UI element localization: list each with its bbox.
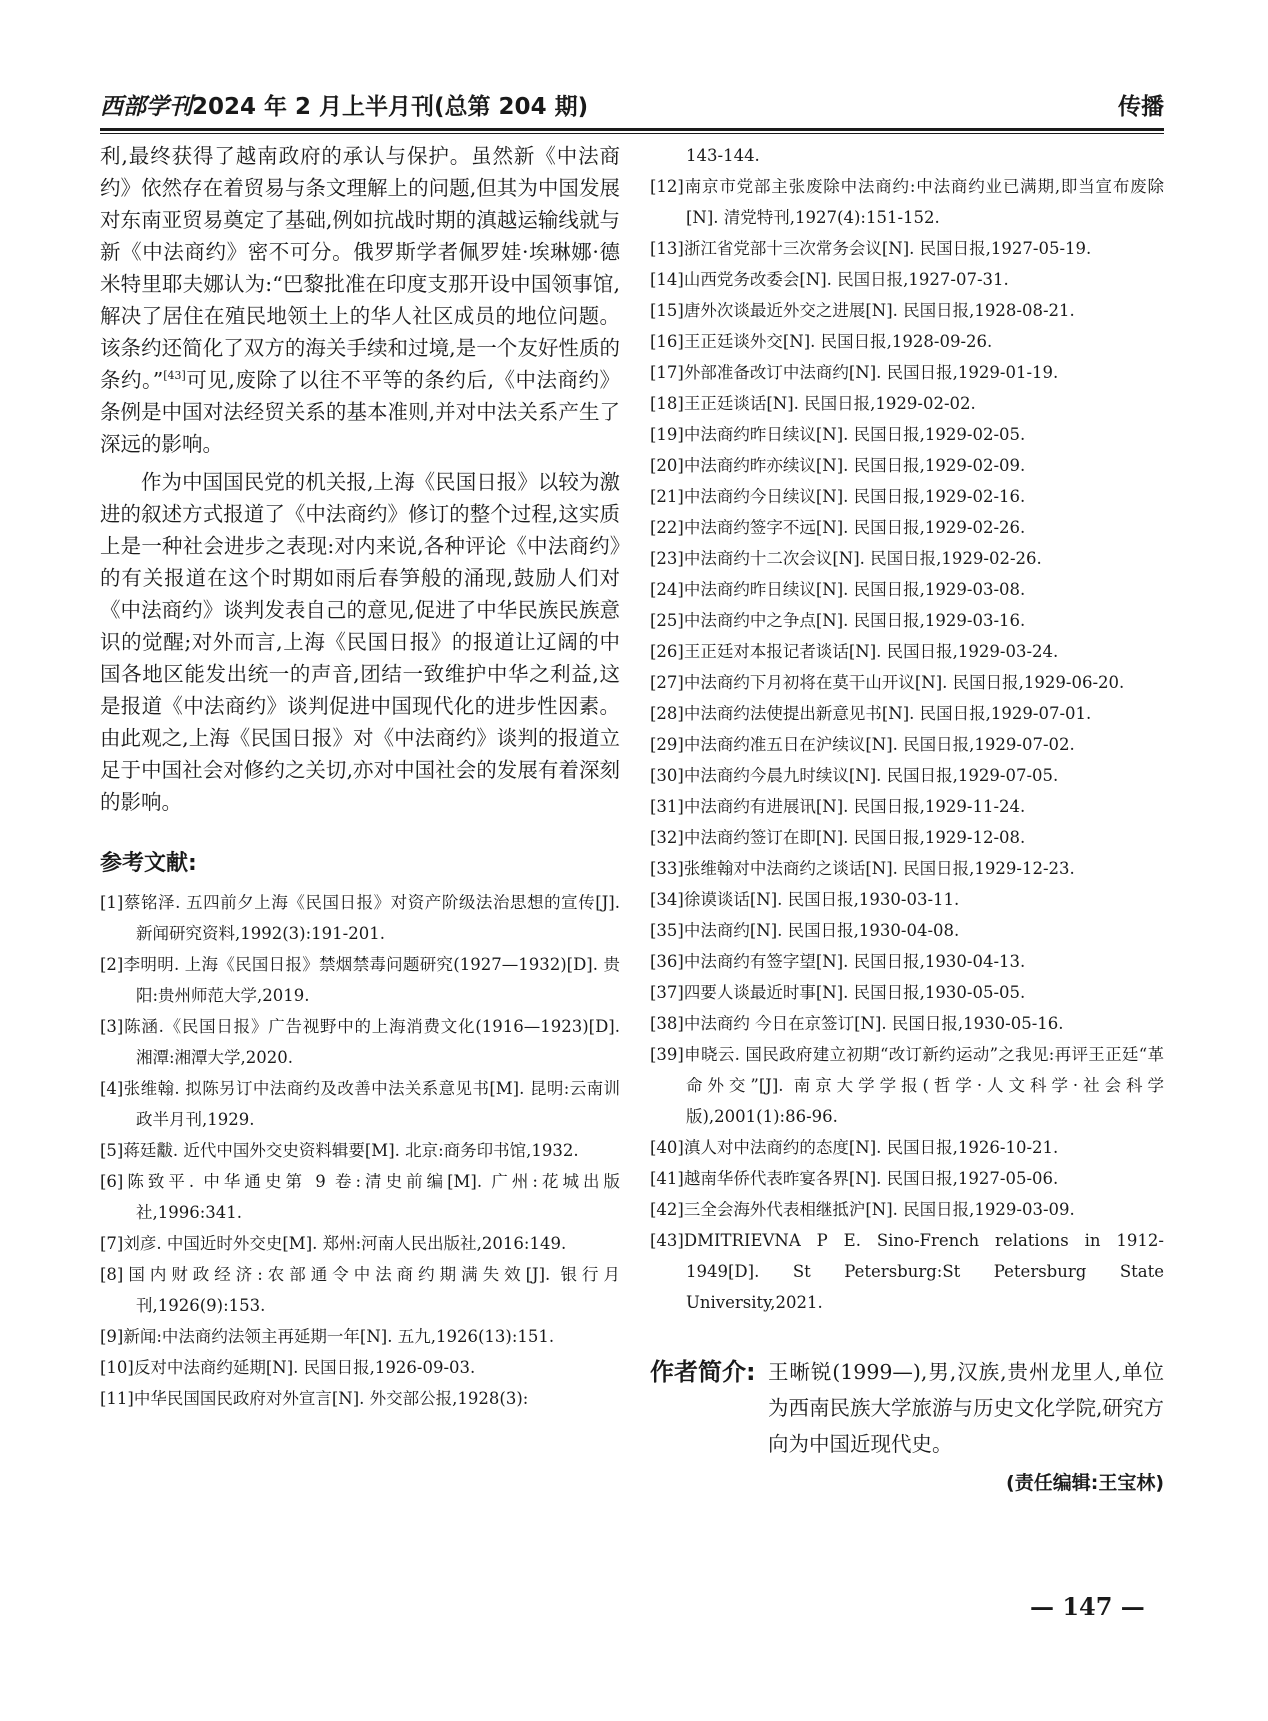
citation-mark: [43] bbox=[163, 369, 186, 383]
reference-item: [24]中法商约昨日续议[N]. 民国日报,1929-03-08. bbox=[650, 580, 1026, 599]
reference-item: [26]王正廷对本报记者谈话[N]. 民国日报,1929-03-24. bbox=[650, 642, 1059, 661]
issue-label: 2024 年 2 月上半月刊(总第 204 期) bbox=[192, 94, 589, 120]
body-paragraph-2: 作为中国国民党的机关报,上海《民国日报》以较为激进的叙述方式报道了《中法商约》修订的整个过程,这实质上是一种社会进步之表现:对内来说,各种评论《中法商约》的有关报道在这个时期如雨后春笋般的涌现,鼓励人们对《中法商约》谈判发表自己的意见,促进了中华民族民族意识的觉醒;对外而言,上海《民国日报》的报道让辽阔的中国各地区能发出统一的声音,团结一致维护中华之利益,这是报道《中法商约》谈判促进中国现代化的进步性因素。由此观之,上海《民国日报》对《中法商约》谈判的报道立足于中国社会对修约之关切,亦对中国社会的发展有着深刻的影响。 bbox=[100, 470, 620, 814]
body-paragraph-1 bbox=[100, 140, 620, 460]
reference-item: [21]中法商约今日续议[N]. 民国日报,1929-02-16. bbox=[650, 487, 1026, 506]
journal-logo: 西部学刊 bbox=[100, 93, 192, 120]
reference-item: [35]中法商约[N]. 民国日报,1930-04-08. bbox=[650, 921, 960, 940]
reference-item: [19]中法商约昨日续议[N]. 民国日报,1929-02-05. bbox=[650, 425, 1026, 444]
reference-item: [43]DMITRIEVNA P E. Sino-French relations in 1912-1949[D]. St Petersburg:St Petersburg State University,2021. bbox=[650, 1231, 1164, 1312]
reference-item: [29]中法商约准五日在沪续议[N]. 民国日报,1929-07-02. bbox=[650, 735, 1075, 754]
reference-item: [13]浙江省党部十三次常务会议[N]. 民国日报,1927-05-19. bbox=[650, 239, 1092, 258]
author-bio bbox=[650, 1354, 1164, 1462]
reference-item: [27]中法商约下月初将在莫干山开议[N]. 民国日报,1929-06-20. bbox=[650, 673, 1125, 692]
reference-item: [30]中法商约今晨九时续议[N]. 民国日报,1929-07-05. bbox=[650, 766, 1059, 785]
reference-item: [39]申晓云. 国民政府建立初期“改订新约运动”之我见:再评王正廷“革命外交”[J]. 南京大学学报(哲学·人文科学·社会科学版),2001(1):86-96. bbox=[650, 1045, 1164, 1126]
reference-item: [22]中法商约签字不远[N]. 民国日报,1929-02-26. bbox=[650, 518, 1026, 537]
reference-item: [32]中法商约签订在即[N]. 民国日报,1929-12-08. bbox=[650, 828, 1026, 847]
reference-item: [2]李明明. 上海《民国日报》禁烟禁毒问题研究(1927—1932)[D]. 贵阳:贵州师范大学,2019. bbox=[100, 955, 620, 1005]
reference-item: [28]中法商约法使提出新意见书[N]. 民国日报,1929-07-01. bbox=[650, 704, 1092, 723]
reference-item: [5]蒋廷黻. 近代中国外交史资料辑要[M]. 北京:商务印书馆,1932. bbox=[100, 1141, 579, 1160]
reference-item: [37]四要人谈最近时事[N]. 民国日报,1930-05-05. bbox=[650, 983, 1026, 1002]
reference-item: [9]新闻:中法商约法领主再延期一年[N]. 五九,1926(13):151. bbox=[100, 1327, 555, 1346]
author-bio-text: 王晰锐(1999—),男,汉族,贵州龙里人,单位为西南民族大学旅游与历史文化学院,研究方向为中国近现代史。 bbox=[768, 1360, 1165, 1456]
right-column bbox=[650, 140, 1164, 1495]
reference-item: [25]中法商约中之争点[N]. 民国日报,1929-03-16. bbox=[650, 611, 1026, 630]
references-heading: 参考文献: bbox=[100, 851, 197, 876]
page-number: — 147 — bbox=[1030, 1592, 1145, 1621]
reference-continuation: 143-144. bbox=[686, 146, 760, 165]
journal-issue bbox=[100, 88, 588, 121]
reference-item: [7]刘彦. 中国近时外交史[M]. 郑州:河南人民出版社,2016:149. bbox=[100, 1234, 567, 1253]
reference-item: [1]蔡铭泽. 五四前夕上海《民国日报》对资产阶级法治思想的宣传[J]. 新闻研究资料,1992(3):191-201. bbox=[100, 893, 620, 943]
reference-item: [38]中法商约 今日在京签订[N]. 民国日报,1930-05-16. bbox=[650, 1014, 1064, 1033]
reference-item: [18]王正廷谈话[N]. 民国日报,1929-02-02. bbox=[650, 394, 976, 413]
reference-item: [16]王正廷谈外交[N]. 民国日报,1928-09-26. bbox=[650, 332, 993, 351]
reference-item: [14]山西党务改委会[N]. 民国日报,1927-07-31. bbox=[650, 270, 1009, 289]
paragraph-text: 利,最终获得了越南政府的承认与保护。虽然新《中法商约》依然存在着贸易与条文理解上的问题,但其为中国发展对东南亚贸易奠定了基础,例如抗战时期的滇越运输线就与新《中法商约》密不可分。俄罗斯学者佩罗娃·埃琳娜·德米特里耶夫娜认为:“巴黎批准在印度支那开设中国领事馆,解决了居住在殖民地领土上的华人社区成员的地位问题。该条约还简化了双方的海关手续和过境,是一个友好性质的条约。” bbox=[100, 144, 620, 392]
reference-item: [12]南京市党部主张废除中法商约:中法商约业已满期,即当宣布废除[N]. 清党特刊,1927(4):151-152. bbox=[650, 177, 1164, 227]
header-rule bbox=[100, 128, 1164, 131]
reference-item: [41]越南华侨代表昨宴各界[N]. 民国日报,1927-05-06. bbox=[650, 1169, 1059, 1188]
reference-item: [3]陈涵.《民国日报》广告视野中的上海消费文化(1916—1923)[D]. 湘潭:湘潭大学,2020. bbox=[100, 1017, 620, 1067]
reference-item: [33]张维翰对中法商约之谈话[N]. 民国日报,1929-12-23. bbox=[650, 859, 1075, 878]
editor-credit: (责任编辑:王宝林) bbox=[1006, 1472, 1164, 1494]
references-list-right bbox=[650, 171, 1164, 1318]
reference-item: [42]三全会海外代表相继抵沪[N]. 民国日报,1929-03-09. bbox=[650, 1200, 1075, 1219]
reference-item: [8]国内财政经济:农部通令中法商约期满失效[J]. 银行月刊,1926(9):153. bbox=[100, 1265, 620, 1315]
reference-item: [31]中法商约有进展讯[N]. 民国日报,1929-11-24. bbox=[650, 797, 1026, 816]
reference-item: [17]外部准备改订中法商约[N]. 民国日报,1929-01-19. bbox=[650, 363, 1059, 382]
author-bio-label: 作者简介: bbox=[650, 1358, 756, 1386]
header-rule-thin bbox=[100, 133, 1164, 134]
left-column bbox=[100, 140, 620, 1414]
section-label: 传播 bbox=[1118, 94, 1164, 120]
reference-item: [15]唐外次谈最近外交之进展[N]. 民国日报,1928-08-21. bbox=[650, 301, 1075, 320]
reference-item: [20]中法商约昨亦续议[N]. 民国日报,1929-02-09. bbox=[650, 456, 1026, 475]
reference-item: [11]中华民国国民政府对外宣言[N]. 外交部公报,1928(3): bbox=[100, 1389, 529, 1408]
page-header bbox=[100, 86, 1164, 126]
reference-item: [4]张维翰. 拟陈另订中法商约及改善中法关系意见书[M]. 昆明:云南训政半月刊,1929. bbox=[100, 1079, 620, 1129]
reference-item: [10]反对中法商约延期[N]. 民国日报,1926-09-03. bbox=[100, 1358, 476, 1377]
paragraph-text: 可见,废除了以往不平等的条约后,《中法商约》条例是中国对法经贸关系的基本准则,并对中法关系产生了深远的影响。 bbox=[100, 368, 620, 456]
reference-item: [34]徐谟谈话[N]. 民国日报,1930-03-11. bbox=[650, 890, 960, 909]
reference-item: [40]滇人对中法商约的态度[N]. 民国日报,1926-10-21. bbox=[650, 1138, 1059, 1157]
reference-item: [36]中法商约有签字望[N]. 民国日报,1930-04-13. bbox=[650, 952, 1026, 971]
references-list-left bbox=[100, 887, 620, 1414]
reference-item: [6]陈致平. 中华通史第 9 卷:清史前编[M]. 广州:花城出版社,1996:341. bbox=[100, 1172, 620, 1222]
reference-item: [23]中法商约十二次会议[N]. 民国日报,1929-02-26. bbox=[650, 549, 1042, 568]
